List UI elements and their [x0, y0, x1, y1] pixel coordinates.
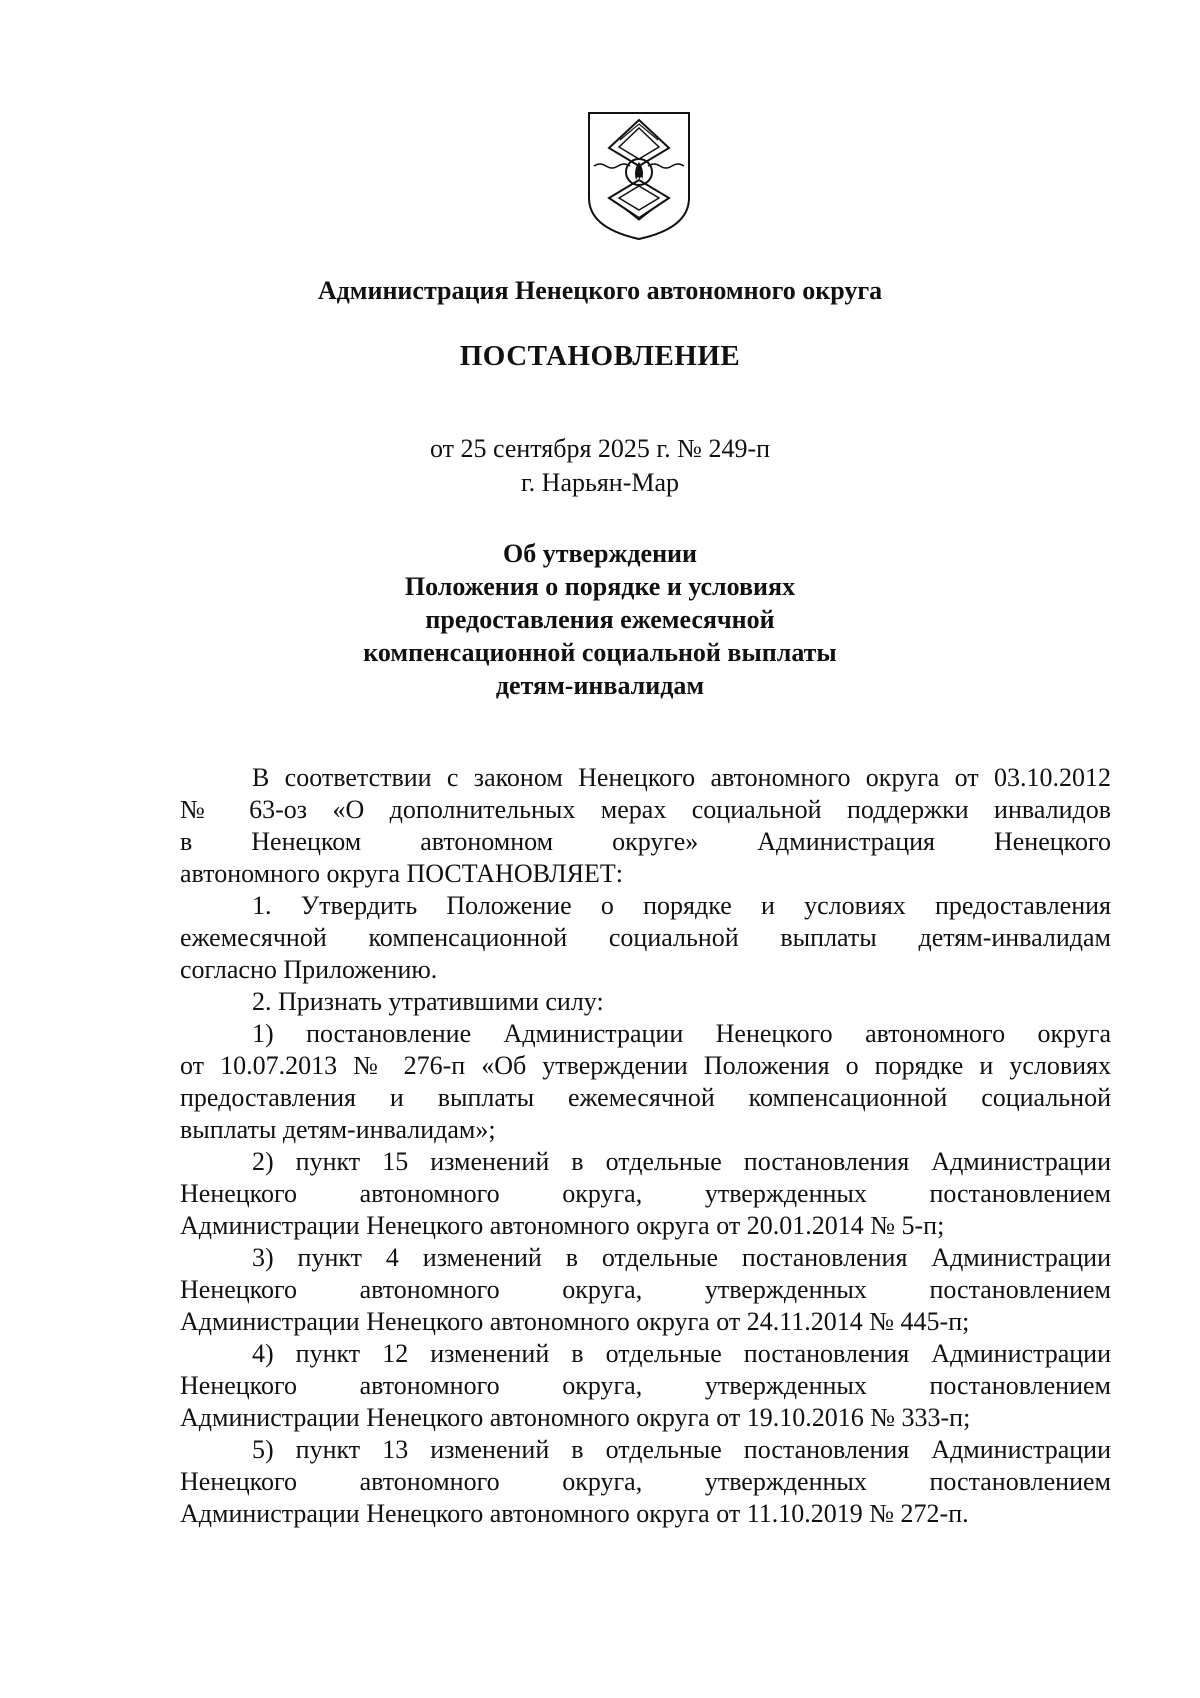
paragraph — [180, 1434, 1111, 1530]
document-date-number: от 25 сентября 2025 г. № 249-п — [429, 434, 771, 463]
paragraph-line: № 63-оз «О дополнительных мерах социальной поддержки инвалидов — [180, 795, 1111, 824]
document-type: ПОСТАНОВЛЕНИЕ — [459, 340, 741, 372]
paragraph — [180, 1018, 1111, 1146]
paragraph-line: Администрации Ненецкого автономного округа от 19.10.2016 № 333-п; — [180, 1403, 971, 1432]
paragraph-line: 1) постановление Администрации Ненецкого автономного округа — [252, 1019, 1111, 1048]
title-line: детям-инвалидам — [495, 671, 705, 700]
paragraph — [180, 762, 1111, 890]
paragraph-line: 1. Утвердить Положение о порядке и условиях предоставления — [252, 891, 1111, 920]
paragraph — [180, 1338, 1111, 1434]
document-body — [180, 762, 1111, 1530]
title-line: Об утверждении — [502, 539, 698, 568]
paragraph-line: В соответствии с законом Ненецкого автономного округа от 03.10.2012 — [252, 763, 1111, 792]
paragraph-line: от 10.07.2013 № 276-п «Об утверждении Положения о порядке и условиях — [180, 1051, 1111, 1080]
organization-name: Администрация Ненецкого автономного округа — [317, 276, 883, 305]
paragraph — [180, 890, 1111, 986]
paragraph-line: 5) пункт 13 изменений в отдельные постановления Администрации — [252, 1435, 1111, 1464]
paragraph — [180, 1146, 1111, 1242]
paragraph-line: 3) пункт 4 изменений в отдельные постановления Администрации — [252, 1243, 1111, 1272]
paragraph — [180, 1242, 1111, 1338]
paragraph-line: согласно Приложению. — [180, 955, 438, 984]
paragraph-line: автономного округа ПОСТАНОВЛЯЕТ: — [180, 859, 623, 888]
paragraph-line: Ненецкого автономного округа, утвержденных постановлением — [180, 1179, 1111, 1208]
title-line: компенсационной социальной выплаты — [363, 638, 837, 667]
paragraph-line: Администрации Ненецкого автономного округа от 11.10.2019 № 272-п. — [180, 1499, 969, 1528]
coat-of-arms-icon — [586, 110, 692, 242]
paragraph-line: в Ненецком автономном округе» Администрация Ненецкого — [180, 827, 1111, 856]
document-city: г. Нарьян-Мар — [520, 468, 680, 497]
paragraph-line: 2. Признать утратившими силу: — [252, 987, 604, 1016]
paragraph-line: Ненецкого автономного округа, утвержденных постановлением — [180, 1371, 1111, 1400]
paragraph-line: выплаты детям-инвалидам»; — [180, 1115, 496, 1144]
document-title — [0, 537, 1200, 702]
paragraph-line: 2) пункт 15 изменений в отдельные постановления Администрации — [252, 1147, 1111, 1176]
paragraph-line: Ненецкого автономного округа, утвержденных постановлением — [180, 1467, 1111, 1496]
title-line: Положения о порядке и условиях — [404, 572, 796, 601]
paragraph-line: Ненецкого автономного округа, утвержденных постановлением — [180, 1275, 1111, 1304]
title-line: предоставления ежемесячной — [425, 605, 775, 634]
paragraph-line: предоставления и выплаты ежемесячной компенсационной социальной — [180, 1083, 1111, 1112]
paragraph-line: ежемесячной компенсационной социальной выплаты детям-инвалидам — [180, 923, 1111, 952]
paragraph — [180, 986, 1111, 1018]
paragraph-line: 4) пункт 12 изменений в отдельные постановления Администрации — [252, 1339, 1111, 1368]
paragraph-line: Администрации Ненецкого автономного округа от 20.01.2014 № 5-п; — [180, 1211, 945, 1240]
paragraph-line: Администрации Ненецкого автономного округа от 24.11.2014 № 445-п; — [180, 1307, 970, 1336]
